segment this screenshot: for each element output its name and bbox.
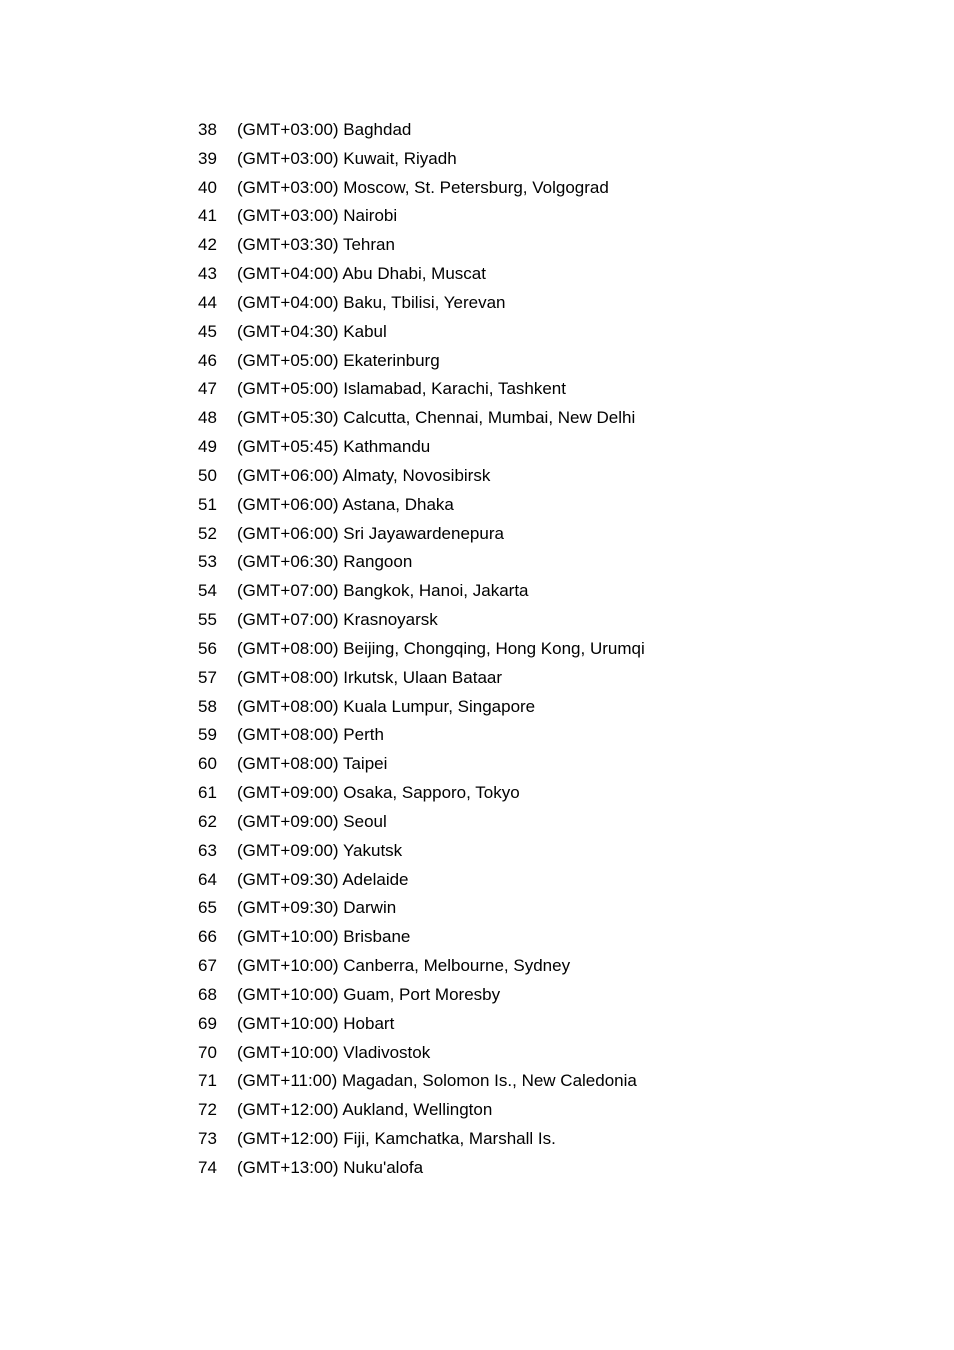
timezone-row bbox=[198, 981, 645, 1010]
timezone-number: 61 bbox=[198, 783, 217, 803]
timezone-label: (GMT+03:00) Baghdad bbox=[237, 120, 412, 139]
timezone-row bbox=[198, 174, 645, 203]
timezone-row bbox=[198, 1154, 645, 1183]
timezone-row bbox=[198, 1125, 645, 1154]
timezone-label: (GMT+08:00) Perth bbox=[237, 725, 384, 745]
timezone-label: (GMT+06:00) Astana, Dhaka bbox=[237, 494, 454, 514]
timezone-number: 39 bbox=[198, 148, 217, 168]
timezone-label: (GMT+07:00) Krasnoyarsk bbox=[237, 610, 438, 630]
timezone-number: 57 bbox=[198, 667, 217, 687]
timezone-number: 72 bbox=[198, 1100, 217, 1120]
timezone-row bbox=[198, 952, 645, 981]
timezone-row bbox=[198, 721, 645, 750]
timezone-number: 56 bbox=[198, 638, 217, 658]
timezone-number: 43 bbox=[198, 264, 217, 284]
timezone-row bbox=[198, 837, 645, 866]
timezone-row bbox=[198, 404, 645, 433]
timezone-label: (GMT+10:00) Brisbane bbox=[237, 927, 411, 947]
timezone-label: (GMT+08:00) Beijing, Chongqing, Hong Kong, Urumqi bbox=[237, 638, 645, 658]
timezone-number: 65 bbox=[198, 898, 217, 918]
timezone-label: (GMT+08:00) Kuala Lumpur, Singapore bbox=[237, 696, 536, 716]
timezone-number: 42 bbox=[198, 235, 217, 255]
timezone-label: (GMT+05:45) Kathmandu bbox=[237, 437, 431, 457]
timezone-row bbox=[198, 145, 645, 174]
timezone-number: 44 bbox=[198, 292, 217, 312]
timezone-row bbox=[198, 202, 645, 231]
timezone-label: (GMT+05:00) Islamabad, Karachi, Tashkent bbox=[237, 379, 566, 399]
timezone-number: 74 bbox=[198, 1157, 217, 1177]
timezone-label: (GMT+13:00) Nuku'alofa bbox=[237, 1157, 424, 1177]
timezone-row bbox=[198, 491, 645, 520]
timezone-row bbox=[198, 1096, 645, 1125]
timezone-row bbox=[198, 693, 645, 722]
timezone-number: 68 bbox=[198, 984, 217, 1004]
timezone-label: (GMT+04:00) Baku, Tbilisi, Yerevan bbox=[237, 292, 506, 312]
timezone-row bbox=[198, 606, 645, 635]
timezone-label: (GMT+06:00) Sri Jayawardenepura bbox=[237, 523, 504, 543]
timezone-label: (GMT+09:00) Yakutsk bbox=[237, 840, 403, 860]
timezone-row bbox=[198, 635, 645, 664]
timezone-number: 70 bbox=[198, 1042, 217, 1062]
timezone-number: 71 bbox=[198, 1071, 217, 1091]
timezone-number: 60 bbox=[198, 754, 217, 774]
timezone-number: 40 bbox=[198, 177, 217, 197]
timezone-label: (GMT+09:30) Adelaide bbox=[237, 869, 409, 889]
timezone-row bbox=[198, 116, 645, 145]
timezone-number: 49 bbox=[198, 437, 217, 457]
timezone-row bbox=[198, 289, 645, 318]
timezone-number: 59 bbox=[198, 725, 217, 745]
timezone-row bbox=[198, 750, 645, 779]
timezone-label: (GMT+08:00) Taipei bbox=[237, 754, 388, 774]
timezone-list bbox=[198, 116, 645, 1183]
timezone-number: 52 bbox=[198, 523, 217, 543]
timezone-row bbox=[198, 347, 645, 376]
timezone-number: 66 bbox=[198, 927, 217, 947]
timezone-label: (GMT+06:30) Rangoon bbox=[237, 552, 413, 572]
timezone-label: (GMT+08:00) Irkutsk, Ulaan Bataar bbox=[237, 667, 503, 687]
timezone-row bbox=[198, 375, 645, 404]
timezone-label: (GMT+10:00) Canberra, Melbourne, Sydney bbox=[237, 956, 571, 976]
timezone-row bbox=[198, 808, 645, 837]
timezone-row bbox=[198, 1010, 645, 1039]
timezone-label: (GMT+04:30) Kabul bbox=[237, 321, 387, 341]
timezone-label: (GMT+03:00) Moscow, St. Petersburg, Volgograd bbox=[237, 177, 609, 197]
timezone-row bbox=[198, 260, 645, 289]
timezone-label: (GMT+05:00) Ekaterinburg bbox=[237, 350, 440, 370]
timezone-label: (GMT+03:00) Nairobi bbox=[237, 206, 398, 226]
timezone-label: (GMT+09:00) Osaka, Sapporo, Tokyo bbox=[237, 783, 520, 803]
timezone-row bbox=[198, 318, 645, 347]
timezone-row bbox=[198, 548, 645, 577]
timezone-number: 69 bbox=[198, 1013, 217, 1033]
timezone-row bbox=[198, 520, 645, 549]
timezone-number: 38 bbox=[198, 120, 217, 139]
timezone-label: (GMT+09:00) Seoul bbox=[237, 811, 387, 831]
timezone-number: 48 bbox=[198, 408, 217, 428]
timezone-label: (GMT+04:00) Abu Dhabi, Muscat bbox=[237, 264, 486, 284]
timezone-label: (GMT+11:00) Magadan, Solomon Is., New Caledonia bbox=[237, 1071, 637, 1091]
timezone-label: (GMT+03:30) Tehran bbox=[237, 235, 395, 255]
timezone-number: 64 bbox=[198, 869, 217, 889]
timezone-label: (GMT+10:00) Hobart bbox=[237, 1013, 395, 1033]
timezone-number: 55 bbox=[198, 610, 217, 630]
timezone-row bbox=[198, 866, 645, 895]
timezone-number: 46 bbox=[198, 350, 217, 370]
timezone-row bbox=[198, 577, 645, 606]
timezone-number: 62 bbox=[198, 811, 217, 831]
timezone-row bbox=[198, 664, 645, 693]
timezone-row bbox=[198, 894, 645, 923]
timezone-number: 50 bbox=[198, 465, 217, 485]
timezone-number: 45 bbox=[198, 321, 217, 341]
timezone-number: 63 bbox=[198, 840, 217, 860]
timezone-number: 73 bbox=[198, 1128, 217, 1148]
timezone-number: 53 bbox=[198, 552, 217, 572]
timezone-label: (GMT+07:00) Bangkok, Hanoi, Jakarta bbox=[237, 581, 529, 601]
timezone-label: (GMT+12:00) Fiji, Kamchatka, Marshall Is. bbox=[237, 1128, 556, 1148]
timezone-row bbox=[198, 779, 645, 808]
timezone-label: (GMT+10:00) Guam, Port Moresby bbox=[237, 984, 501, 1004]
timezone-row bbox=[198, 231, 645, 260]
timezone-row bbox=[198, 923, 645, 952]
timezone-number: 51 bbox=[198, 494, 217, 514]
timezone-row bbox=[198, 462, 645, 491]
timezone-label: (GMT+03:00) Kuwait, Riyadh bbox=[237, 148, 457, 168]
timezone-label: (GMT+05:30) Calcutta, Chennai, Mumbai, New Delhi bbox=[237, 408, 636, 428]
timezone-number: 54 bbox=[198, 581, 217, 601]
timezone-number: 67 bbox=[198, 956, 217, 976]
timezone-row bbox=[198, 433, 645, 462]
timezone-number: 41 bbox=[198, 206, 217, 226]
timezone-row bbox=[198, 1067, 645, 1096]
timezone-label: (GMT+09:30) Darwin bbox=[237, 898, 397, 918]
timezone-label: (GMT+12:00) Aukland, Wellington bbox=[237, 1100, 493, 1120]
timezone-number: 58 bbox=[198, 696, 217, 716]
timezone-number: 47 bbox=[198, 379, 217, 399]
timezone-label: (GMT+10:00) Vladivostok bbox=[237, 1042, 431, 1062]
timezone-label: (GMT+06:00) Almaty, Novosibirsk bbox=[237, 465, 491, 485]
timezone-row bbox=[198, 1039, 645, 1068]
